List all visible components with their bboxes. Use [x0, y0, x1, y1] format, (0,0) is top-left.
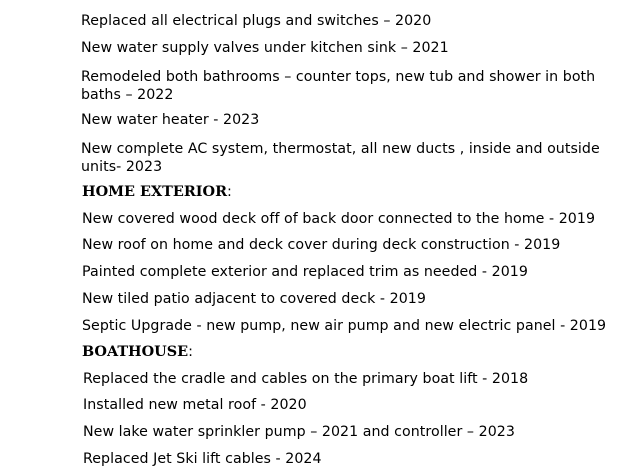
- list-item: New water supply valves under kitchen sink – 2021: [81, 40, 449, 56]
- list-item: New covered wood deck off of back door connected to the home - 2019: [82, 211, 596, 227]
- list-item: Replaced all electrical plugs and switches – 2020: [81, 13, 432, 29]
- section-heading-colon: :: [227, 184, 232, 200]
- list-item: New tiled patio adjacent to covered deck - 2019: [82, 291, 426, 307]
- section-heading-boathouse: [82, 341, 193, 363]
- section-heading-text: HOME EXTERIOR: [82, 183, 228, 200]
- section-heading-text: BOATHOUSE: [82, 343, 189, 360]
- list-item: Septic Upgrade - new pump, new air pump and new electric panel - 2019: [82, 318, 607, 334]
- list-item: New complete AC system, thermostat, all new ducts , inside and outside units- 2023: [81, 141, 600, 175]
- list-item: New roof on home and deck cover during deck construction - 2019: [82, 237, 561, 253]
- list-item: Remodeled both bathrooms – counter tops, new tub and shower in both baths – 2022: [81, 69, 596, 103]
- list-item: New lake water sprinkler pump – 2021 and controller – 2023: [83, 424, 515, 440]
- list-item: Painted complete exterior and replaced trim as needed - 2019: [82, 264, 528, 280]
- section-heading-colon: :: [188, 344, 193, 360]
- list-item: Replaced Jet Ski lift cables - 2024: [83, 451, 322, 467]
- list-item: Replaced the cradle and cables on the primary boat lift - 2018: [83, 371, 529, 387]
- list-item: Installed new metal roof - 2020: [83, 397, 307, 413]
- section-heading-home-exterior: [82, 181, 232, 203]
- list-item: New water heater - 2023: [81, 112, 260, 128]
